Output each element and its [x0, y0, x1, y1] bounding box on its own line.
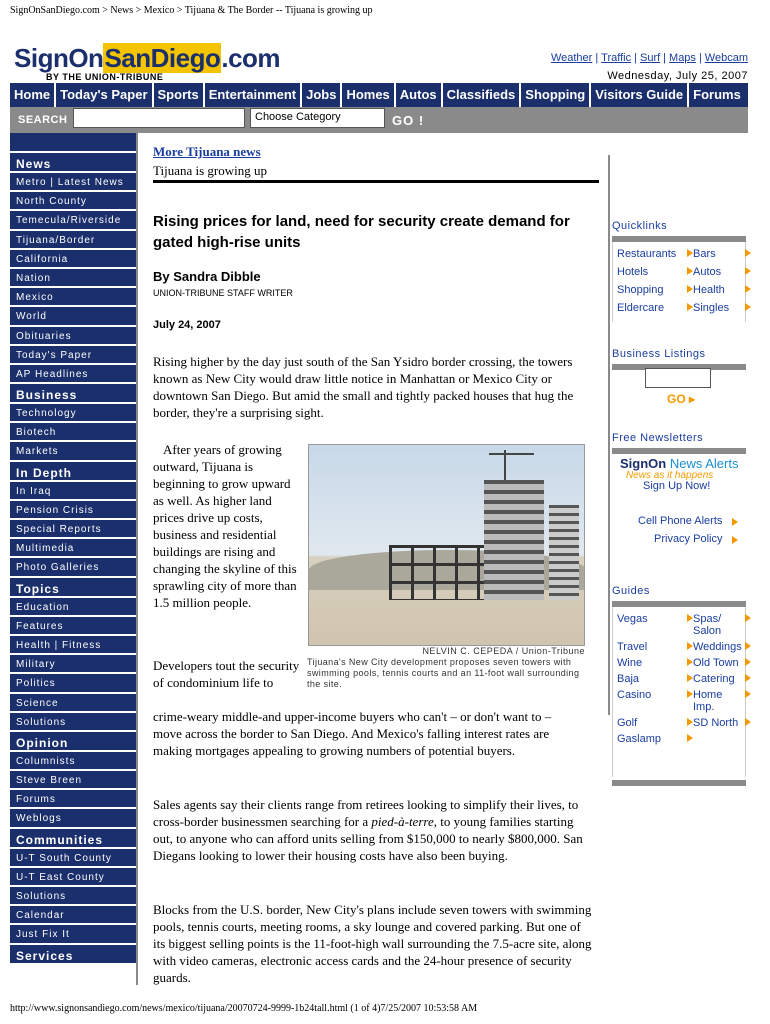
left-nav-item[interactable]: Features: [10, 617, 136, 636]
left-nav-item[interactable]: Today's Paper: [10, 346, 136, 365]
quicklink-item[interactable]: Shopping: [617, 284, 693, 296]
play-icon: ▸: [685, 392, 696, 406]
quicklinks-title: Quicklinks: [612, 220, 668, 232]
guide-item[interactable]: Old Town: [693, 657, 751, 669]
left-nav-top-bar: [10, 133, 136, 153]
more-tijuana-news-link[interactable]: More Tijuana news: [153, 144, 261, 159]
arrow-icon: [745, 690, 751, 698]
maps-link[interactable]: Maps: [669, 52, 696, 64]
left-nav-item[interactable]: AP Headlines: [10, 365, 136, 384]
nav-shopping[interactable]: Shopping: [521, 83, 591, 107]
arrow-icon: [745, 718, 751, 726]
left-nav-item[interactable]: Biotech: [10, 423, 136, 442]
photo-caption: Tijuana's New City development proposes seven towers with swimming pools, tennis courts and an 11-foot wall surrounding the site.: [307, 657, 580, 689]
arrow-icon: [745, 285, 751, 293]
article-headline: Rising prices for land, need for security create demand for gated high-rise units: [153, 213, 570, 251]
quicklink-item[interactable]: Eldercare: [617, 302, 693, 314]
guide-item[interactable]: Spas/ Salon: [693, 613, 751, 637]
left-nav-item[interactable]: North County: [10, 192, 136, 211]
article-date: July 24, 2007: [153, 319, 221, 331]
left-nav-item[interactable]: Science: [10, 694, 136, 713]
current-date: Wednesday, July 25, 2007: [607, 70, 748, 82]
guide-item[interactable]: Catering: [693, 673, 751, 685]
guide-item[interactable]: Vegas: [617, 613, 693, 637]
guide-item[interactable]: Casino: [617, 689, 693, 713]
left-nav-item[interactable]: California: [10, 250, 136, 269]
article-photo[interactable]: [308, 444, 585, 646]
newsletters-bar: [612, 448, 746, 454]
left-nav-item[interactable]: Military: [10, 655, 136, 674]
left-nav-item[interactable]: Technology: [10, 404, 136, 423]
quicklink-item[interactable]: Restaurants: [617, 248, 693, 260]
arrow-icon: [745, 642, 751, 650]
nav-section-heading[interactable]: News: [10, 153, 136, 173]
nav-section-heading[interactable]: Services: [10, 945, 136, 965]
guide-item[interactable]: Weddings: [693, 641, 751, 653]
print-header: SignOnSanDiego.com > News > Mexico > Tijuana & The Border -- Tijuana is growing up: [10, 5, 373, 16]
newsletters-title: Free Newsletters: [612, 432, 704, 444]
news-alerts-logo: SignOn News Alerts: [620, 456, 739, 471]
guide-item[interactable]: Home Imp.: [693, 689, 751, 713]
quicklink-item[interactable]: Autos: [693, 266, 751, 278]
left-nav-item[interactable]: Solutions: [10, 887, 136, 906]
left-nav-item[interactable]: Tijuana/Border: [10, 231, 136, 250]
left-nav-item[interactable]: Solutions: [10, 713, 136, 732]
weather-link[interactable]: Weather: [550, 52, 593, 64]
nav-entertainment[interactable]: Entertainment: [205, 83, 302, 107]
news-alerts-tagline: News as it happens: [626, 470, 714, 481]
arrow-icon: [745, 614, 751, 622]
surf-link[interactable]: Surf: [639, 52, 661, 64]
nav-sports[interactable]: Sports: [154, 83, 205, 107]
guide-item[interactable]: Gaslamp: [617, 733, 693, 745]
business-go-button[interactable]: GO ▸: [667, 392, 696, 406]
webcam-link[interactable]: Webcam: [704, 52, 748, 64]
logo-tagline: BY THE UNION-TRIBUNE: [46, 72, 164, 82]
cell-alerts-link[interactable]: Cell Phone Alerts: [638, 515, 723, 527]
nav-homes[interactable]: Homes: [342, 83, 395, 107]
quicklinks-box: [612, 242, 746, 322]
left-nav-item[interactable]: Temecula/Riverside: [10, 211, 136, 230]
privacy-policy-link[interactable]: Privacy Policy: [654, 533, 723, 545]
nav-visitors-guide[interactable]: Visitors Guide: [591, 83, 689, 107]
guides-box: [612, 607, 746, 777]
logo-text-com: .com: [221, 43, 281, 73]
nav-todays-paper[interactable]: Today's Paper: [56, 83, 153, 107]
nav-jobs[interactable]: Jobs: [302, 83, 342, 107]
left-nav-item[interactable]: Pension Crisis: [10, 501, 136, 520]
arrow-icon: [732, 518, 738, 526]
article-paragraph: After years of growing outward, Tijuana is beginning to grow upward as well. As higher land prices drive up costs, business and residential buildings are rising and changing the skyline of this sprawling city of more than 1.5 million people.: [153, 442, 297, 610]
arrow-icon: [745, 674, 751, 682]
article-paragraph: Blocks from the U.S. border, New City's plans include seven towers with swimming pools, tennis courts, meeting rooms, a sky lounge and covered parking. But one of its biggest selling points is the 11-foot-high wall surrounding the 7.5-acre site, along with video cameras, electronic access cards and the 24-hour presence of security guards.: [153, 902, 592, 985]
left-nav-item[interactable]: Health | Fitness: [10, 636, 136, 655]
left-nav-item[interactable]: World: [10, 307, 136, 326]
arrow-icon: [732, 536, 738, 544]
nav-section-heading[interactable]: Topics: [10, 578, 136, 598]
left-nav-item[interactable]: Steve Breen: [10, 771, 136, 790]
nav-section-heading[interactable]: Communities: [10, 829, 136, 849]
left-nav-item[interactable]: Nation: [10, 269, 136, 288]
left-nav-item[interactable]: Metro | Latest News: [10, 173, 136, 192]
left-nav-item[interactable]: In Iraq: [10, 482, 136, 501]
quicklink-item[interactable]: Hotels: [617, 266, 693, 278]
article-byline: By Sandra Dibble: [153, 269, 261, 284]
search-label: SEARCH: [18, 114, 68, 126]
left-nav-item[interactable]: Special Reports: [10, 520, 136, 539]
nav-section-heading[interactable]: Opinion: [10, 732, 136, 752]
guide-item[interactable]: SD North: [693, 717, 751, 729]
print-footer: http://www.signonsandiego.com/news/mexico/tijuana/20070724-9999-1b24tall.html (1 of 4)7/25/2007 10:53:58 AM: [10, 1003, 478, 1014]
quicklink-item[interactable]: Bars: [693, 248, 751, 260]
article-affiliation: UNION-TRIBUNE STAFF WRITER: [153, 288, 293, 298]
quicklink-item[interactable]: Singles: [693, 302, 751, 314]
article-paragraph: Developers tout the security of condominium life to: [153, 658, 300, 690]
left-nav-item[interactable]: Politics: [10, 674, 136, 693]
nav-classifieds[interactable]: Classifieds: [443, 83, 522, 107]
left-nav-item[interactable]: Multimedia: [10, 539, 136, 558]
guide-item[interactable]: Golf: [617, 717, 693, 729]
left-nav-item[interactable]: Weblogs: [10, 809, 136, 828]
left-nav-item[interactable]: Photo Galleries: [10, 558, 136, 577]
site-logo[interactable]: [14, 43, 281, 84]
left-nav-item[interactable]: U-T East County: [10, 868, 136, 887]
left-nav-item[interactable]: U-T South County: [10, 849, 136, 868]
utility-links: Weather | Traffic | Surf | Maps | Webcam: [550, 52, 748, 64]
left-nav-item[interactable]: Mexico: [10, 288, 136, 307]
left-nav-item[interactable]: Columnists: [10, 752, 136, 771]
signup-link[interactable]: Sign Up Now!: [643, 480, 711, 492]
arrow-icon: [745, 249, 751, 257]
left-nav-item[interactable]: Calendar: [10, 906, 136, 925]
article-paragraph: crime-weary middle-and upper-income buyers who can't – or don't want to – move across the border to San Diego. And Mexico's falling interest rates are making mortgages appealing to growing numbers of potential buyers.: [153, 709, 552, 758]
left-nav-item[interactable]: Forums: [10, 790, 136, 809]
arrow-icon: [687, 734, 693, 742]
arrow-icon: [745, 267, 751, 275]
nav-home[interactable]: Home: [10, 83, 56, 107]
quicklink-item[interactable]: Health: [693, 284, 751, 296]
logo-text-sandiego: SanDiego: [104, 43, 221, 73]
nav-forums[interactable]: Forums: [693, 87, 741, 102]
guides-title: Guides: [612, 585, 650, 597]
left-nav-item[interactable]: Markets: [10, 442, 136, 461]
article-paragraph: Rising higher by the day just south of the San Ysidro border crossing, the towers known as New City would draw little notice in Manhattan or Mexico City or downtown San Diego. But amid the small and tightly packed houses that hug the border, they're a surprising sight.: [153, 354, 574, 420]
nav-section-heading[interactable]: In Depth: [10, 462, 136, 482]
left-nav-item[interactable]: Obituaries: [10, 327, 136, 346]
arrow-icon: [745, 303, 751, 311]
left-nav-item[interactable]: Just Fix It: [10, 925, 136, 944]
right-column-border: [608, 155, 610, 715]
search-go-button[interactable]: GO !: [392, 113, 425, 128]
logo-text-signon: SignOn: [14, 43, 104, 73]
traffic-link[interactable]: Traffic: [601, 52, 632, 64]
left-nav-item[interactable]: Education: [10, 598, 136, 617]
guides-bottom-bar: [612, 780, 746, 786]
photo-credit: NELVIN C. CEPEDA / Union-Tribune: [422, 646, 585, 656]
category-select[interactable]: Choose Category: [250, 108, 385, 128]
arrow-icon: [745, 658, 751, 666]
business-search-input[interactable]: [645, 368, 711, 388]
article-kicker: Tijuana is growing up: [153, 163, 267, 178]
guide-item[interactable]: Baja: [617, 673, 693, 685]
left-nav: [10, 133, 138, 985]
business-listings-title: Business Listings: [612, 348, 706, 360]
nav-autos[interactable]: Autos: [396, 83, 443, 107]
nav-section-heading[interactable]: Business: [10, 384, 136, 404]
divider: [153, 180, 599, 183]
search-bar: [10, 107, 748, 133]
search-input[interactable]: [73, 108, 245, 128]
guide-item[interactable]: Travel: [617, 641, 693, 653]
main-nav: [10, 83, 748, 107]
guide-item[interactable]: Wine: [617, 657, 693, 669]
article-paragraph: Sales agents say their clients range from retirees looking to simplify their lives, to cross-border businessmen searching for a pied-à-terre, to young families starting out, to anyone who can afford units selling from $150,000 to nearly $800,000. San Diegans looking to lower their housing costs have also been buying.: [153, 797, 583, 863]
